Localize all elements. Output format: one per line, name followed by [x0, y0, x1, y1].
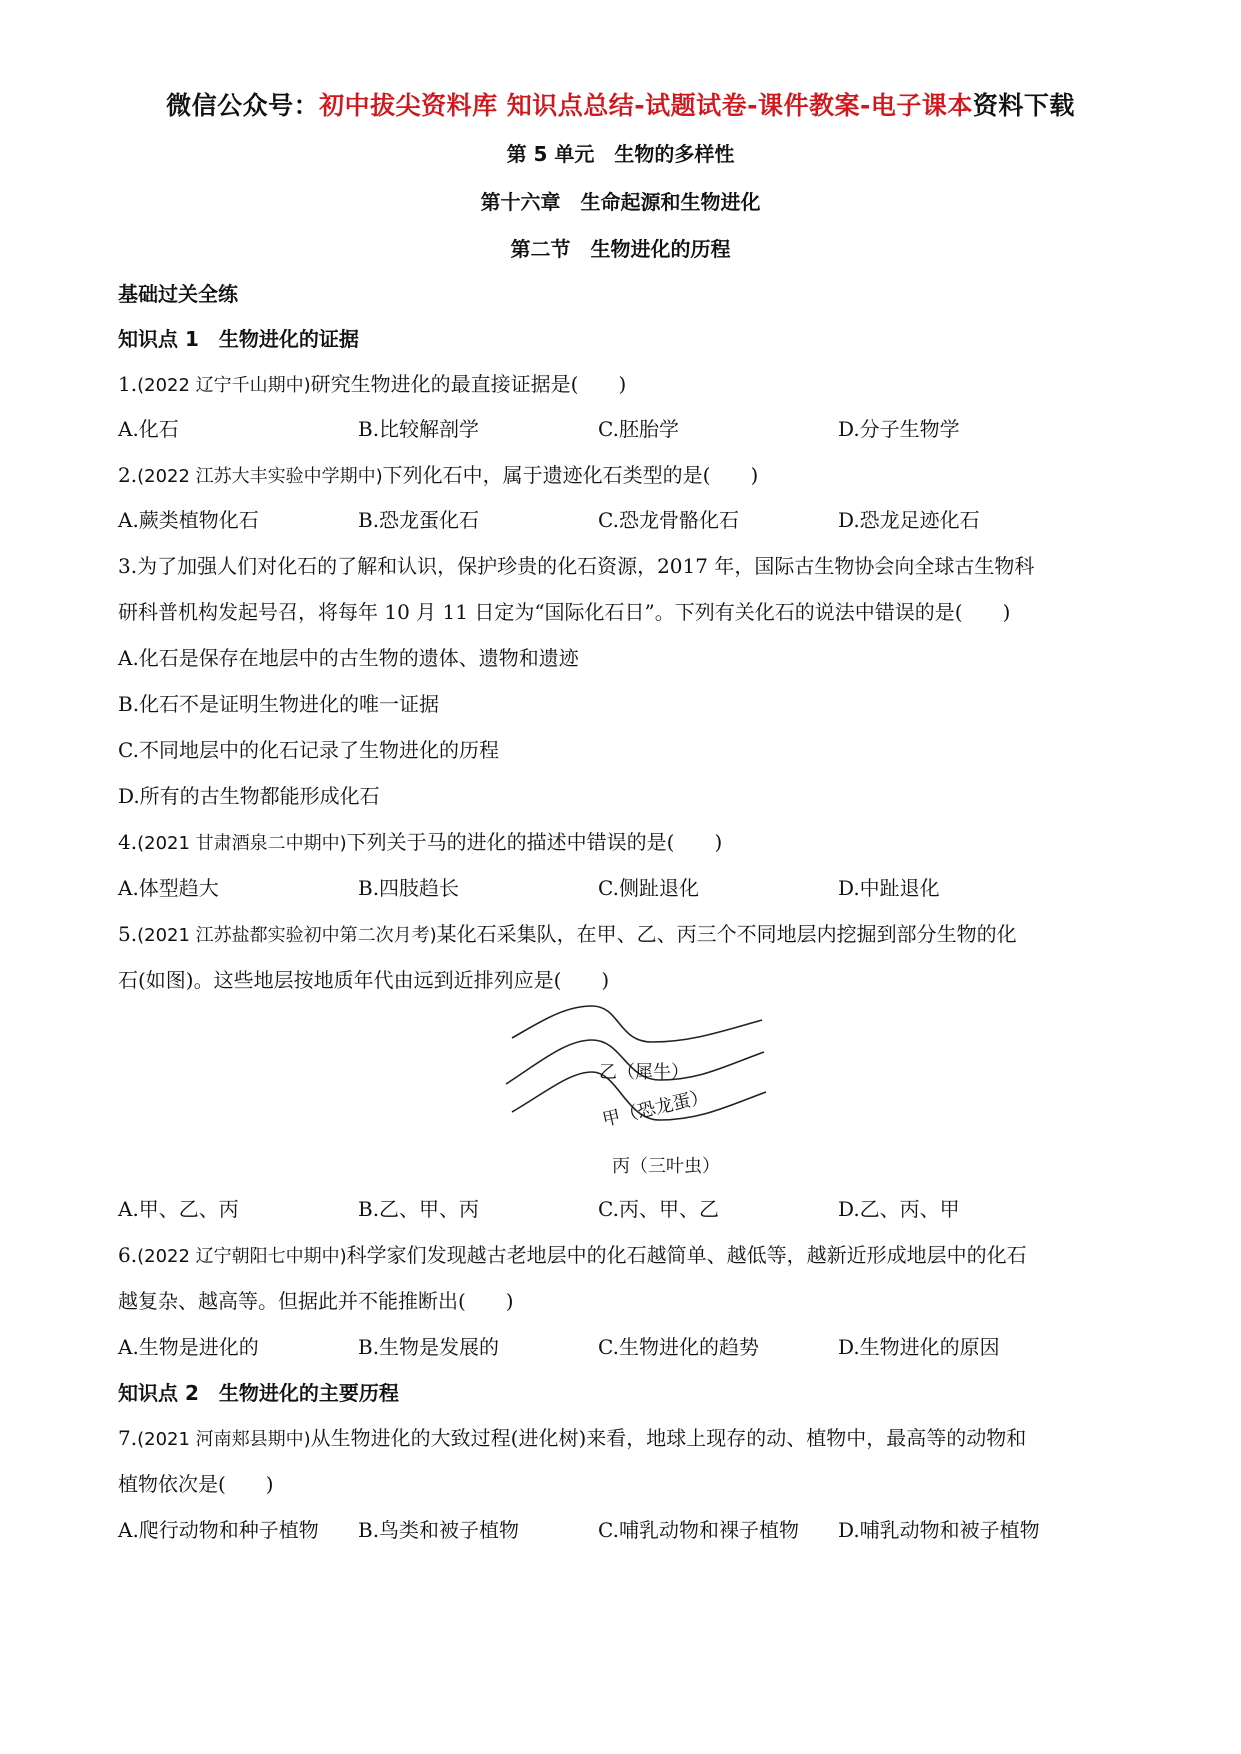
question-stem: 科学家们发现越古老地层中的化石越简单、越低等，越新近形成地层中的化石	[346, 1243, 1027, 1267]
q7-option-c: C.哺乳动物和裸子植物	[598, 1518, 799, 1542]
question-3-line-1: 3.为了加强人们对化石的了解和认识，保护珍贵的化石资源，2017 年，国际古生物协会向全球古生物科	[118, 554, 1035, 578]
strata-figure	[500, 1000, 770, 1182]
practice-heading: 基础过关全练	[118, 282, 238, 306]
question-number: 7.	[118, 1426, 138, 1450]
question-stem: 从生物进化的大致过程(进化树)来看，地球上现存的动、植物中，最高等的动物和	[310, 1426, 1027, 1450]
q4-option-d: D.中趾退化	[838, 876, 940, 900]
q2-option-d: D.恐龙足迹化石	[838, 508, 980, 532]
q5-option-b: B.乙、甲、丙	[358, 1197, 480, 1221]
question-number: 1.	[118, 372, 138, 396]
q3-option-a: A.化石是保存在地层中的古生物的遗体、遗物和遗迹	[118, 646, 579, 670]
unit-title: 第 5 单元 生物的多样性	[506, 142, 735, 166]
q5-option-a: A.甲、乙、丙	[118, 1197, 239, 1221]
question-stem: 下列关于马的进化的描述中错误的是( )	[346, 830, 723, 854]
q6-option-c: C.生物进化的趋势	[598, 1335, 759, 1359]
q6-option-d: D.生物进化的原因	[838, 1335, 1000, 1359]
question-source: (2022 辽宁千山期中)	[137, 375, 311, 396]
question-7	[118, 1422, 1026, 1451]
q5-option-d: D.乙、丙、甲	[838, 1197, 960, 1221]
question-6	[118, 1239, 1027, 1268]
stratum-label-jia: 甲（恐龙蛋）	[600, 1086, 711, 1131]
q4-option-c: C.侧趾退化	[598, 876, 699, 900]
question-source: (2021 河南郏县期中)	[137, 1429, 311, 1450]
stratum-label-bing: 丙（三叶虫）	[612, 1156, 720, 1177]
stratum-label-yi: 乙（犀牛）	[599, 1062, 689, 1083]
q3-option-d: D.所有的古生物都能形成化石	[118, 784, 380, 808]
q6-option-a: A.生物是进化的	[118, 1335, 259, 1359]
q3-option-b: B.化石不是证明生物进化的唯一证据	[118, 692, 440, 716]
banner-highlight: 初中拔尖资料库 知识点总结-试题试卷-课件教案-电子课本	[319, 91, 973, 120]
question-number: 5.	[118, 922, 138, 946]
q6-option-b: B.生物是发展的	[358, 1335, 500, 1359]
question-stem: 下列化石中，属于遗迹化石类型的是( )	[382, 463, 759, 487]
section-title: 第二节 生物进化的历程	[510, 237, 731, 261]
question-1	[118, 368, 626, 397]
question-6-line-2: 越复杂、越高等。但据此并不能推断出( )	[118, 1289, 514, 1313]
question-2	[118, 459, 758, 488]
banner-suffix: 资料下载	[972, 91, 1075, 120]
knowledge-point-1-heading: 知识点 1 生物进化的证据	[118, 327, 359, 351]
question-7-line-2: 植物依次是( )	[118, 1472, 274, 1496]
question-source: (2021 江苏盐都实验初中第二次月考)	[137, 925, 437, 946]
q4-option-b: B.四肢趋长	[358, 876, 460, 900]
q4-option-a: A.体型趋大	[118, 876, 219, 900]
question-4	[118, 826, 722, 855]
question-source: (2022 辽宁朝阳七中期中)	[137, 1246, 347, 1267]
q7-option-a: A.爬行动物和种子植物	[118, 1518, 319, 1542]
question-3-line-2: 研科普机构发起号召，将每年 10 月 11 日定为“国际化石日”。下列有关化石的说法中错误的是( )	[118, 600, 1011, 624]
question-stem: 研究生物进化的最直接证据是( )	[310, 372, 627, 396]
chapter-title: 第十六章 生命起源和生物进化	[480, 190, 761, 214]
question-number: 6.	[118, 1243, 138, 1267]
q7-option-b: B.鸟类和被子植物	[358, 1518, 520, 1542]
q5-option-c: C.丙、甲、乙	[598, 1197, 719, 1221]
q1-option-a: A.化石	[118, 417, 179, 441]
q1-option-b: B.比较解剖学	[358, 417, 480, 441]
wechat-banner	[0, 86, 1241, 122]
q1-option-d: D.分子生物学	[838, 417, 960, 441]
question-stem: 某化石采集队，在甲、乙、丙三个不同地层内挖掘到部分生物的化	[436, 922, 1017, 946]
question-source: (2021 甘肃酒泉二中期中)	[137, 833, 347, 854]
banner-prefix: 微信公众号：	[166, 91, 320, 120]
question-number: 2.	[118, 463, 138, 487]
q2-option-b: B.恐龙蛋化石	[358, 508, 480, 532]
stratum-line-top	[512, 1006, 762, 1042]
q3-option-c: C.不同地层中的化石记录了生物进化的历程	[118, 738, 499, 762]
q7-option-d: D.哺乳动物和被子植物	[838, 1518, 1040, 1542]
q2-option-a: A.蕨类植物化石	[118, 508, 259, 532]
question-5	[118, 918, 1017, 947]
q1-option-c: C.胚胎学	[598, 417, 679, 441]
q2-option-c: C.恐龙骨骼化石	[598, 508, 739, 532]
knowledge-point-2-heading: 知识点 2 生物进化的主要历程	[118, 1381, 399, 1405]
question-5-line-2: 石(如图)。这些地层按地质年代由远到近排列应是( )	[118, 968, 610, 992]
question-source: (2022 江苏大丰实验中学期中)	[137, 466, 383, 487]
question-number: 4.	[118, 830, 138, 854]
